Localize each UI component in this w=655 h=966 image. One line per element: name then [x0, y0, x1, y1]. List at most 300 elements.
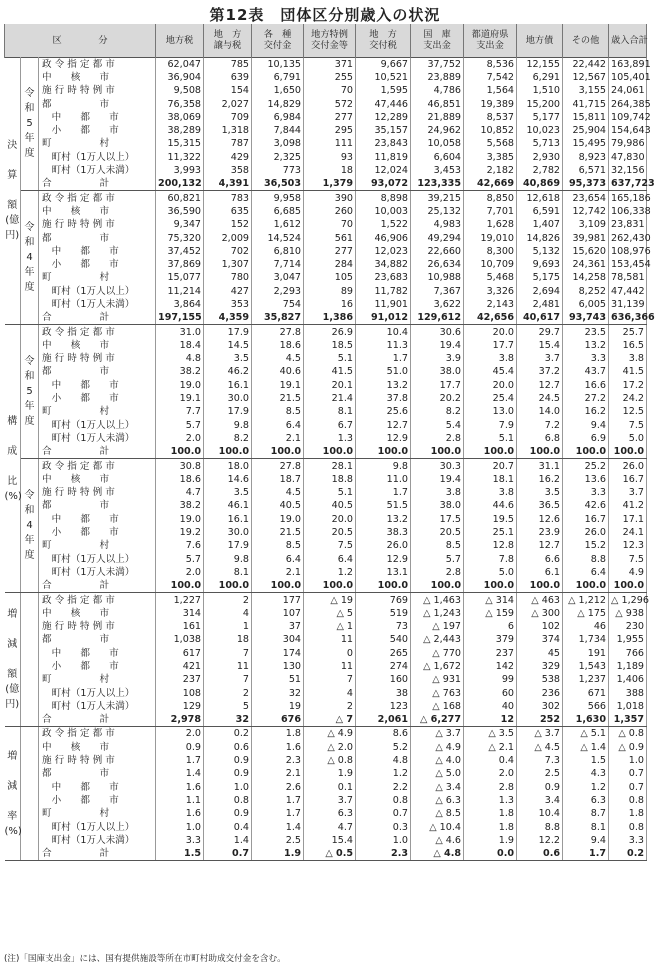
cell-value: 0.2 [204, 727, 252, 741]
cell-value: 3.3 [609, 834, 647, 847]
table-row [5, 727, 647, 741]
cell-value: 7.7 [156, 405, 204, 418]
cell-value: 5,177 [517, 111, 563, 124]
cell-value: 12,567 [563, 71, 609, 84]
cell-value: 7,714 [252, 258, 304, 271]
cell-value: △ 3.5 [464, 727, 517, 741]
cell-value: 1.2 [356, 767, 411, 780]
cell-value: 374 [517, 633, 563, 646]
cell-value: △ 10.4 [411, 820, 464, 833]
table-row [5, 285, 647, 298]
cell-value: 329 [517, 660, 563, 673]
cell-value: 19,389 [464, 97, 517, 110]
section-label: 決 算 額 (億円) [5, 57, 21, 325]
cell-value: 1.8 [252, 727, 304, 741]
cell-value: 1,379 [304, 177, 356, 191]
cell-value: 709 [204, 111, 252, 124]
cell-value: 24.1 [609, 526, 647, 539]
table-row [5, 713, 647, 727]
cell-value: 12.9 [356, 432, 411, 445]
cell-value: 35,827 [252, 311, 304, 325]
cell-value: 25.4 [464, 392, 517, 405]
cell-value: 1,386 [304, 311, 356, 325]
row-label: 小 都 市 [39, 124, 156, 137]
table-row [5, 432, 647, 445]
cell-value: 18.1 [464, 473, 517, 486]
cell-value: 100.0 [411, 579, 464, 593]
cell-value: 304 [252, 633, 304, 646]
cell-value: 0.9 [204, 754, 252, 767]
cell-value: 6.3 [563, 794, 609, 807]
cell-value: 40,617 [517, 311, 563, 325]
cell-value: 780 [204, 271, 252, 284]
cell-value: 1.8 [609, 807, 647, 820]
cell-value: 4,983 [411, 218, 464, 231]
cell-value: 31.0 [156, 325, 204, 339]
cell-value: △ 3.7 [411, 727, 464, 741]
cell-value: 639 [204, 71, 252, 84]
cell-value: 7.3 [517, 754, 563, 767]
cell-value: 0.4 [464, 754, 517, 767]
cell-value: 17.9 [204, 405, 252, 418]
cell-value: 18.4 [156, 339, 204, 352]
cell-value: 8,898 [356, 191, 411, 205]
cell-value: 1.7 [252, 794, 304, 807]
cell-value: 4.8 [156, 352, 204, 365]
cell-value: 154,643 [609, 124, 647, 137]
cell-value: 8.6 [356, 727, 411, 741]
cell-value: 5,713 [517, 137, 563, 150]
cell-value: 8.2 [411, 405, 464, 418]
cell-value: 1.5 [563, 754, 609, 767]
cell-value: 264,385 [609, 97, 647, 110]
cell-value: 18.8 [304, 473, 356, 486]
cell-value: 3,385 [464, 151, 517, 164]
row-label: 中 都 市 [39, 379, 156, 392]
row-label: 町村（1万人未満） [39, 164, 156, 177]
cell-value: 358 [204, 164, 252, 177]
cell-value: 8.5 [252, 539, 304, 552]
cell-value: △ 1,296 [609, 593, 647, 607]
cell-value: 785 [204, 57, 252, 71]
cell-value: 17.9 [204, 325, 252, 339]
header-7: 都道府県 支出金 [464, 24, 517, 57]
cell-value: △ 300 [517, 607, 563, 620]
cell-value: 51 [252, 673, 304, 686]
cell-value: 36,904 [156, 71, 204, 84]
cell-value: 5 [204, 700, 252, 713]
cell-value: 1,227 [156, 593, 204, 607]
cell-value: 19.1 [252, 379, 304, 392]
cell-value: △ 0.9 [609, 741, 647, 754]
cell-value: 30.8 [156, 459, 204, 473]
cell-value: 3.7 [304, 794, 356, 807]
cell-value: 4.5 [252, 486, 304, 499]
cell-value: 24.5 [517, 392, 563, 405]
cell-value: 12.2 [517, 834, 563, 847]
table-title: 第12表 団体区分別歳入の状況 [209, 6, 441, 24]
cell-value: 7.2 [517, 419, 563, 432]
cell-value: 100.0 [304, 579, 356, 593]
cell-value: 5,132 [517, 245, 563, 258]
cell-value: 109,742 [609, 111, 647, 124]
cell-value: 16.5 [609, 339, 647, 352]
cell-value: 7,701 [464, 205, 517, 218]
cell-value: 16.6 [563, 379, 609, 392]
cell-value: 45 [517, 647, 563, 660]
cell-value: 7.5 [609, 552, 647, 565]
cell-value: 4.8 [356, 754, 411, 767]
cell-value: 2.8 [411, 432, 464, 445]
cell-value: 0.6 [204, 741, 252, 754]
cell-value: 17.7 [411, 379, 464, 392]
cell-value: 427 [204, 285, 252, 298]
cell-value: 20.0 [464, 325, 517, 339]
cell-value: 43.7 [563, 365, 609, 378]
cell-value: 1.3 [464, 794, 517, 807]
cell-value: 18.5 [304, 339, 356, 352]
cell-value: 12,024 [356, 164, 411, 177]
header-2: 地 方 譲与税 [204, 24, 252, 57]
cell-value: 1.9 [252, 847, 304, 861]
cell-value: 15,495 [563, 137, 609, 150]
cell-value: 11,214 [156, 285, 204, 298]
cell-value: 24,962 [411, 124, 464, 137]
cell-value: 0.7 [356, 807, 411, 820]
cell-value: 174 [252, 647, 304, 660]
cell-value: 79,986 [609, 137, 647, 150]
cell-value: 32 [252, 686, 304, 699]
cell-value: 617 [156, 647, 204, 660]
cell-value: 15,811 [563, 111, 609, 124]
cell-value: 8.1 [204, 566, 252, 579]
row-label: 政 令 指 定 都 市 [39, 325, 156, 339]
table-row [5, 191, 647, 205]
cell-value: 2.0 [156, 566, 204, 579]
cell-value: 6.4 [252, 552, 304, 565]
cell-value: 7.5 [609, 419, 647, 432]
cell-value: 93,743 [563, 311, 609, 325]
cell-value: △ 4.9 [304, 727, 356, 741]
row-label: 都 市 [39, 97, 156, 110]
cell-value: 19.4 [411, 473, 464, 486]
table-row [5, 633, 647, 646]
table-row [5, 820, 647, 833]
table-row [5, 741, 647, 754]
cell-value: 8,850 [464, 191, 517, 205]
cell-value: 37 [252, 620, 304, 633]
cell-value: 106,338 [609, 205, 647, 218]
cell-value: △ 7 [304, 713, 356, 727]
cell-value: 2.6 [252, 781, 304, 794]
cell-value: 40 [464, 700, 517, 713]
cell-value: 540 [356, 633, 411, 646]
row-label: 町村（1万人未満） [39, 566, 156, 579]
cell-value: 100.0 [204, 445, 252, 459]
cell-value: 154 [204, 84, 252, 97]
cell-value: 20.7 [464, 459, 517, 473]
section-label: 増 減 率 (%) [5, 727, 21, 861]
cell-value: 19 [252, 700, 304, 713]
cell-value: 19.0 [156, 379, 204, 392]
row-label: 中 都 市 [39, 513, 156, 526]
table-row [5, 311, 647, 325]
cell-value: 754 [252, 298, 304, 311]
cell-value: 1,564 [464, 84, 517, 97]
cell-value: 635 [204, 205, 252, 218]
cell-value: 14,524 [252, 231, 304, 244]
row-label: 施 行 時 特 例 市 [39, 486, 156, 499]
row-label: 町村（1万人未満） [39, 298, 156, 311]
cell-value: 191 [563, 647, 609, 660]
cell-value: 353 [204, 298, 252, 311]
cell-value: △ 0.5 [304, 847, 356, 861]
cell-value: 6.4 [252, 419, 304, 432]
cell-value: 25.6 [356, 405, 411, 418]
cell-value: 7,844 [252, 124, 304, 137]
cell-value: 3,098 [252, 137, 304, 150]
cell-value: 129 [156, 700, 204, 713]
cell-value: 60 [464, 686, 517, 699]
cell-value: 42.6 [563, 499, 609, 512]
cell-value: 46.2 [204, 365, 252, 378]
cell-value: 6,810 [252, 245, 304, 258]
table-row [5, 57, 647, 71]
cell-value: 6,685 [252, 205, 304, 218]
cell-value: 40.6 [252, 365, 304, 378]
cell-value: 11 [304, 660, 356, 673]
year-label: 令 和 4 年 度 [21, 191, 39, 325]
cell-value: 2,782 [517, 164, 563, 177]
row-label: 町村（1万人以上） [39, 552, 156, 565]
cell-value: 519 [356, 607, 411, 620]
table-row [5, 513, 647, 526]
cell-value: 1,612 [252, 218, 304, 231]
cell-value: 2,182 [464, 164, 517, 177]
row-label: 町村（1万人未満） [39, 700, 156, 713]
cell-value: 21.5 [252, 526, 304, 539]
cell-value: 18.0 [204, 459, 252, 473]
cell-value: △ 159 [464, 607, 517, 620]
cell-value: 1.6 [156, 781, 204, 794]
cell-value: 7.9 [464, 419, 517, 432]
cell-value: 11.3 [356, 339, 411, 352]
row-label: 合 計 [39, 579, 156, 593]
cell-value: 9.4 [563, 834, 609, 847]
cell-value: 12,618 [517, 191, 563, 205]
cell-value: 24,361 [563, 258, 609, 271]
cell-value: 2.5 [517, 767, 563, 780]
cell-value: 19.1 [156, 392, 204, 405]
row-label: 町 村 [39, 137, 156, 150]
table-row [5, 419, 647, 432]
cell-value: 10,003 [356, 205, 411, 218]
cell-value: 636,366 [609, 311, 647, 325]
cell-value: 5,175 [517, 271, 563, 284]
cell-value: 100.0 [411, 445, 464, 459]
cell-value: 23,654 [563, 191, 609, 205]
cell-value: 1.8 [464, 820, 517, 833]
table-row [5, 352, 647, 365]
cell-value: 3,109 [563, 218, 609, 231]
cell-value: 45.4 [464, 365, 517, 378]
cell-value: 0.4 [204, 820, 252, 833]
cell-value: 0.7 [609, 767, 647, 780]
cell-value: 1.0 [156, 820, 204, 833]
cell-value: 31,139 [609, 298, 647, 311]
cell-value: 3,864 [156, 298, 204, 311]
cell-value: 0.8 [609, 794, 647, 807]
header-category: 区 分 [5, 24, 156, 57]
cell-value: 7.8 [464, 552, 517, 565]
cell-value: 2.1 [252, 566, 304, 579]
table-row [5, 807, 647, 820]
cell-value: 13.2 [356, 513, 411, 526]
cell-value: 4,391 [204, 177, 252, 191]
cell-value: 4 [304, 686, 356, 699]
cell-value: 123 [356, 700, 411, 713]
cell-value: 783 [204, 191, 252, 205]
table-row [5, 177, 647, 191]
cell-value: 8,252 [563, 285, 609, 298]
table-row [5, 271, 647, 284]
cell-value: 108,976 [609, 245, 647, 258]
cell-value: △ 938 [609, 607, 647, 620]
cell-value: 100.0 [304, 445, 356, 459]
table-row [5, 392, 647, 405]
cell-value: 3,326 [464, 285, 517, 298]
table-row [5, 847, 647, 861]
cell-value: 4 [204, 607, 252, 620]
cell-value: 27.2 [563, 392, 609, 405]
cell-value: 0.9 [156, 741, 204, 754]
cell-value: 6,984 [252, 111, 304, 124]
row-label: 中 都 市 [39, 111, 156, 124]
cell-value: 429 [204, 151, 252, 164]
cell-value: 1.5 [156, 847, 204, 861]
cell-value: 16.1 [204, 513, 252, 526]
cell-value: △ 1 [304, 620, 356, 633]
cell-value: 22,442 [563, 57, 609, 71]
cell-value: 1.7 [156, 754, 204, 767]
table-row [5, 151, 647, 164]
cell-value: 26,634 [411, 258, 464, 271]
cell-value: 19.0 [252, 513, 304, 526]
cell-value: 2.2 [356, 781, 411, 794]
cell-value: 14.5 [204, 339, 252, 352]
cell-value: 11,819 [356, 151, 411, 164]
cell-value: 3,622 [411, 298, 464, 311]
cell-value: 7 [204, 673, 252, 686]
cell-value: 2,143 [464, 298, 517, 311]
cell-value: 379 [464, 633, 517, 646]
cell-value: 22,660 [411, 245, 464, 258]
cell-value: 10,988 [411, 271, 464, 284]
cell-value: 3.5 [517, 486, 563, 499]
cell-value: 1.4 [156, 767, 204, 780]
cell-value: 0 [304, 647, 356, 660]
cell-value: 10,023 [517, 124, 563, 137]
revenue-table [4, 24, 655, 861]
table-row [5, 111, 647, 124]
cell-value: 3.7 [609, 486, 647, 499]
table-row [5, 620, 647, 633]
cell-value: △ 0.8 [609, 727, 647, 741]
cell-value: △ 5 [304, 607, 356, 620]
table-row [5, 781, 647, 794]
cell-value: 2 [204, 593, 252, 607]
cell-value: 20.2 [411, 392, 464, 405]
cell-value: 3.8 [464, 486, 517, 499]
cell-value: 262,430 [609, 231, 647, 244]
cell-value: 23,843 [356, 137, 411, 150]
cell-value: 237 [156, 673, 204, 686]
cell-value: 10,058 [411, 137, 464, 150]
cell-value: 10,521 [356, 71, 411, 84]
cell-value: 1.0 [204, 781, 252, 794]
table-row [5, 647, 647, 660]
cell-value: 1.3 [304, 432, 356, 445]
cell-value: 1,734 [563, 633, 609, 646]
cell-value: 35,157 [356, 124, 411, 137]
cell-value: 260 [304, 205, 356, 218]
cell-value: 6,591 [517, 205, 563, 218]
cell-value: △ 4.5 [517, 741, 563, 754]
cell-value: 42,656 [464, 311, 517, 325]
cell-value: 1.9 [304, 767, 356, 780]
cell-value: 37,452 [156, 245, 204, 258]
cell-value: 1.7 [356, 486, 411, 499]
cell-value: 19.5 [464, 513, 517, 526]
cell-value: 6,791 [252, 71, 304, 84]
cell-value: 5.0 [609, 432, 647, 445]
cell-value: 15,200 [517, 97, 563, 110]
cell-value: 23,683 [356, 271, 411, 284]
cell-value: 161 [156, 620, 204, 633]
cell-value: 25.7 [609, 325, 647, 339]
cell-value: 10.4 [356, 325, 411, 339]
cell-value: 1.2 [304, 566, 356, 579]
cell-value: △ 2.0 [304, 741, 356, 754]
cell-value: 3.3 [156, 834, 204, 847]
row-label: 政 令 指 定 都 市 [39, 727, 156, 741]
cell-value: △ 175 [563, 607, 609, 620]
cell-value: △ 4.6 [411, 834, 464, 847]
table-row [5, 445, 647, 459]
cell-value: 1,543 [563, 660, 609, 673]
cell-value: 4.5 [252, 352, 304, 365]
table-row [5, 405, 647, 418]
cell-value: 38,289 [156, 124, 204, 137]
row-label: 町 村 [39, 807, 156, 820]
cell-value: △ 314 [464, 593, 517, 607]
header-1: 地方税 [156, 24, 204, 57]
cell-value: 100.0 [252, 579, 304, 593]
cell-value: 41,715 [563, 97, 609, 110]
cell-value: 26.0 [563, 526, 609, 539]
row-label: 町村（1万人以上） [39, 285, 156, 298]
cell-value: 8,300 [464, 245, 517, 258]
cell-value: 572 [304, 97, 356, 110]
cell-value: 2.1 [252, 432, 304, 445]
cell-value: 100.0 [464, 579, 517, 593]
cell-value: 236 [517, 686, 563, 699]
cell-value: 38.3 [356, 526, 411, 539]
cell-value: 1,630 [563, 713, 609, 727]
cell-value: 1.8 [464, 807, 517, 820]
cell-value: 371 [304, 57, 356, 71]
row-label: 小 都 市 [39, 392, 156, 405]
